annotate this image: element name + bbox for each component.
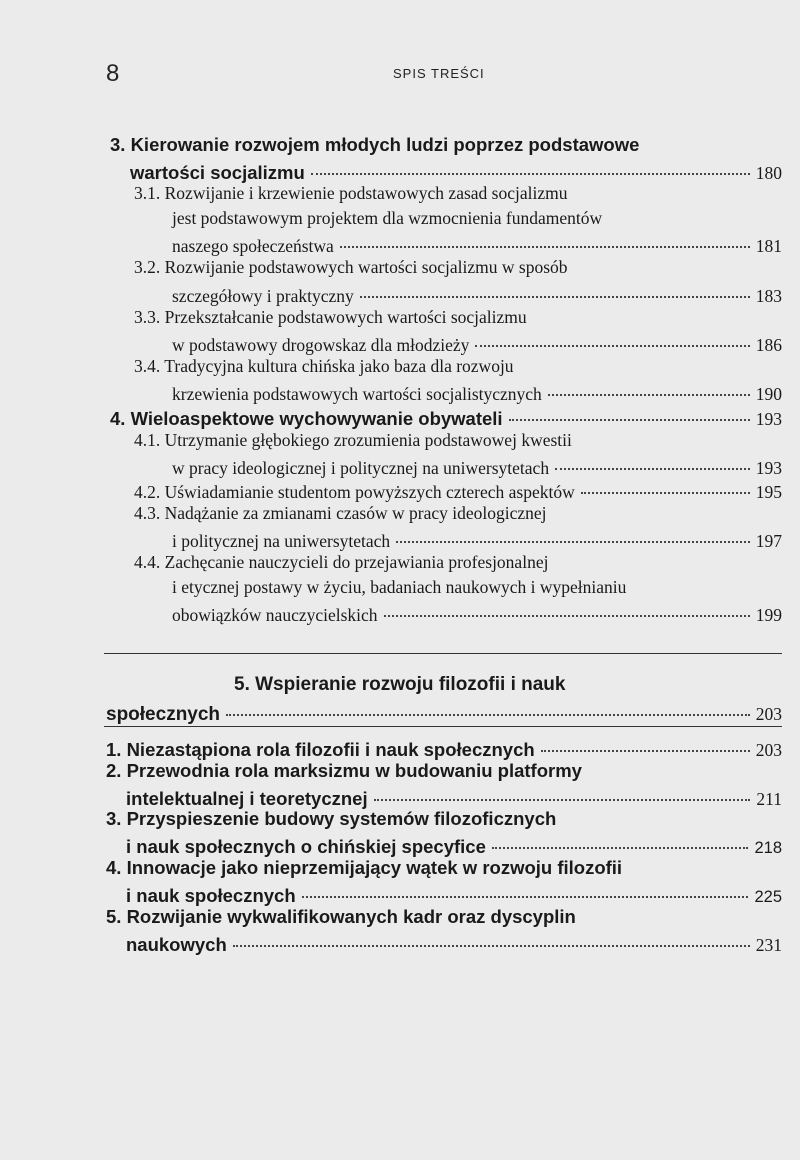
leader-dots — [555, 450, 750, 470]
toc-entry — [134, 552, 548, 573]
toc-entry — [172, 601, 782, 626]
toc-entry-text: i etycznej postawy w życiu, badaniach naukowych i wypełnianiu — [172, 577, 627, 597]
toc-entry-text: obowiązków nauczycielskich — [172, 604, 378, 625]
toc-page-number: 190 — [755, 383, 782, 404]
toc-entry — [134, 430, 572, 451]
leader-dots — [541, 731, 750, 752]
toc-entry-text: 1. Niezastąpiona rola filozofii i nauk społecznych — [106, 738, 535, 760]
toc-entry — [110, 404, 782, 430]
section-divider — [104, 726, 782, 727]
toc-page-number: 203 — [755, 739, 782, 760]
toc-page-number: 218 — [754, 838, 782, 857]
toc-entry-text: w podstawowy drogowskaz dla młodzieży — [172, 334, 470, 355]
toc-entry-text: 3.2. Rozwijanie podstawowych wartości socjalizmu w sposób — [134, 257, 568, 277]
toc-entry — [134, 478, 782, 503]
toc-entry — [134, 503, 547, 524]
toc-entry — [106, 735, 782, 761]
toc-entry — [106, 857, 622, 879]
toc-entry-text: 3. Kierowanie rozwojem młodych ludzi poprzez podstawowe — [110, 134, 640, 155]
toc-entry-text: 2. Przewodnia rola marksizmu w budowaniu platformy — [106, 760, 582, 781]
toc-page-number: 231 — [755, 934, 782, 955]
leader-dots — [509, 400, 750, 421]
toc-entry — [172, 282, 782, 307]
toc-entry — [126, 784, 782, 810]
toc-page-number: 193 — [755, 408, 782, 429]
leader-dots — [302, 877, 749, 898]
toc-page-number: 203 — [755, 704, 782, 724]
leader-dots — [492, 828, 749, 849]
toc-entry-text: szczegółowy i praktyczny — [172, 285, 354, 306]
toc-page-number: 193 — [755, 457, 782, 478]
toc-entry — [172, 577, 626, 598]
toc-entry — [134, 183, 567, 204]
leader-dots — [311, 154, 750, 175]
toc-entry — [172, 208, 602, 229]
toc-page-number: 197 — [755, 530, 782, 551]
toc-entry-text: 3.3. Przekształcanie podstawowych wartości socjalizmu — [134, 307, 527, 327]
running-title: SPIS TREŚCI — [393, 66, 485, 81]
toc-page-number: 183 — [755, 285, 782, 306]
toc-entry-text: i nauk społecznych o chińskiej specyfice — [126, 835, 486, 857]
toc-entry — [126, 832, 782, 858]
leader-dots — [340, 228, 750, 248]
toc-entry — [172, 527, 782, 552]
toc-entry — [106, 906, 576, 928]
toc-entry-text: 4.1. Utrzymanie głębokiego zrozumienia podstawowej kwestii — [134, 430, 572, 450]
toc-entry — [106, 808, 556, 830]
page-number: 8 — [106, 60, 120, 87]
toc-entry-text: 3.1. Rozwijanie i krzewienie podstawowych zasad socjalizmu — [134, 183, 568, 203]
leader-dots — [360, 278, 750, 298]
toc-entry-text: 3.4. Tradycyjna kultura chińska jako baza dla rozwoju — [134, 356, 514, 376]
toc-entry-text: i politycznej na uniwersytetach — [172, 530, 391, 551]
toc-entry-text: 4. Wieloaspektowe wychowywanie obywateli — [110, 407, 503, 429]
toc-entry-text: wartości socjalizmu — [130, 161, 305, 183]
chapter-heading — [234, 674, 565, 696]
toc-entry-text: jest podstawowym projektem dla wzmocnienia fundamentów — [172, 208, 603, 228]
leader-dots — [374, 780, 751, 801]
toc-entry — [110, 134, 639, 156]
toc-entry — [126, 930, 782, 956]
toc-entry — [172, 232, 782, 257]
leader-dots — [226, 695, 750, 716]
toc-entry-text: intelektualnej i teoretycznej — [126, 787, 368, 809]
toc-entry-text: 4.3. Nadążanie za zmianami czasów w pracy ideologicznej — [134, 503, 547, 523]
toc-entry — [172, 331, 782, 356]
leader-dots — [581, 474, 750, 494]
toc-page-number: 181 — [755, 235, 782, 256]
section-divider — [104, 653, 782, 654]
toc-entry — [134, 356, 514, 377]
chapter-heading — [106, 699, 782, 726]
toc-entry-text: naukowych — [126, 933, 227, 955]
toc-page-number: 180 — [755, 162, 782, 183]
toc-entry-text: krzewienia podstawowych wartości socjalistycznych — [172, 383, 542, 404]
leader-dots — [548, 376, 750, 396]
toc-entry-text: 3. Przyspieszenie budowy systemów filozoficznych — [106, 808, 557, 829]
toc-entry-text: 4. Innowacje jako nieprzemijający wątek w rozwoju filozofii — [106, 857, 623, 878]
toc-entry-text: naszego społeczeństwa — [172, 235, 334, 256]
toc-page-number: 225 — [754, 887, 782, 906]
toc-entry-text: 5. Wspieranie rozwoju filozofii i nauk — [234, 674, 566, 695]
toc-entry — [134, 257, 568, 278]
leader-dots — [396, 523, 750, 543]
toc-entry-text: 5. Rozwijanie wykwalifikowanych kadr oraz dyscyplin — [106, 906, 576, 927]
leader-dots — [384, 597, 750, 617]
toc-entry — [106, 760, 582, 782]
toc-entry-text: 4.4. Zachęcanie nauczycieli do przejawiania profesjonalnej — [134, 552, 549, 572]
toc-entry-text: i nauk społecznych — [126, 884, 296, 906]
leader-dots — [233, 926, 750, 947]
toc-entry-text: w pracy ideologicznej i politycznej na uniwersytetach — [172, 457, 550, 478]
toc-entry — [126, 881, 782, 907]
toc-page-number: 195 — [755, 481, 782, 502]
toc-entry — [130, 158, 782, 184]
toc-entry-text: 4.2. Uświadamianie studentom powyższych czterech aspektów — [134, 481, 575, 502]
toc-entry-text: społecznych — [106, 704, 221, 725]
toc-page-number: 211 — [756, 788, 782, 809]
toc-entry — [134, 307, 527, 328]
toc-page-number: 199 — [755, 604, 782, 625]
leader-dots — [475, 327, 749, 347]
toc-page-number: 186 — [755, 334, 782, 355]
